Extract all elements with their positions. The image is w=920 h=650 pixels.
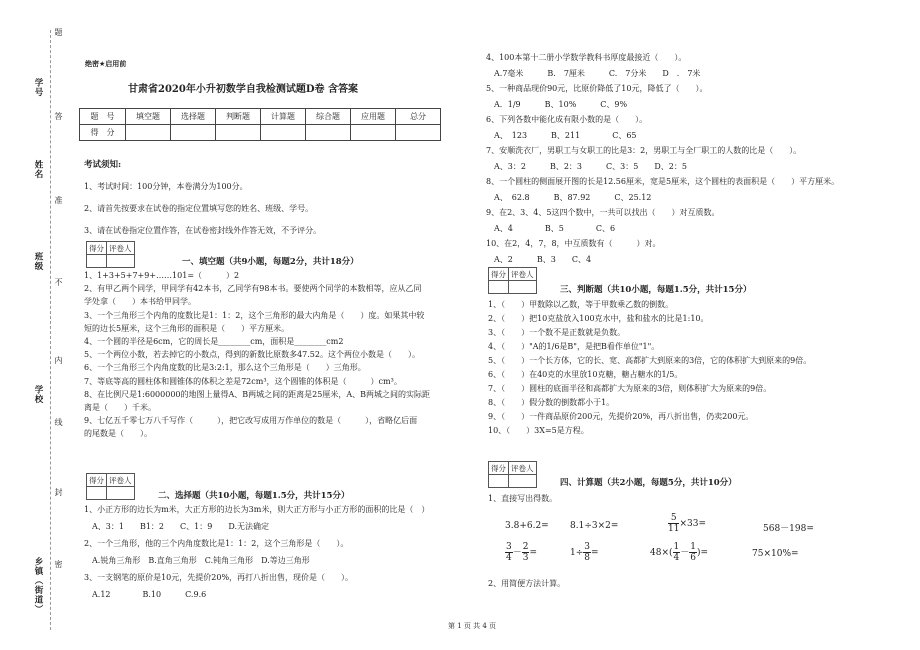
question-line: 5、一种商品现价90元，比原价降低了10元，降低了（ ）。 (486, 84, 708, 93)
notice-heading: 考试须知: (84, 160, 122, 170)
seal-char: 封 (54, 488, 63, 497)
section3-title: 三、判断题（共10小题，每题1.5分，共计15分） (560, 285, 752, 295)
question-line: 4、100本第十二册小学数学教科书厚度最接近（ ）。 (486, 53, 687, 62)
judge-line: 5、（ ）一个长方体，它的长、宽、高都扩大到原来的3倍，它的体积扩大到原来的9倍。 (488, 356, 812, 365)
judge-line: 4、（ ）"A的1/6是B"，是把B看作单位"1"。 (488, 342, 660, 351)
score-cell (261, 125, 306, 141)
grader-box (86, 473, 135, 500)
question-line: 5、一个两位小数，若去掉它的小数点，得到的新数比原数多47.52。这个两位小数是（ ）。 (84, 350, 420, 360)
question-line: A.12 B.10 C.9.6 (84, 590, 207, 599)
question-line: 7、等底等高的圆柱体和圆锥体的体积之差是72cm³，这个圆锥的体积是（ ）cm³。 (84, 376, 402, 386)
score-table-row-label: 得 分 (80, 125, 126, 141)
page-title: 甘肃省2020年小升初数学自我检测试题D卷 含答案 (128, 84, 358, 95)
question-line: A、4 B、5 C、6 (486, 223, 616, 233)
question-line: 10、在2，4，7，8，中互质数有（ ）对。 (486, 239, 661, 248)
notice-item: 1、考试时间：100分钟，本卷满分为100分。 (84, 182, 248, 191)
grader-box (488, 267, 537, 294)
question-line: 9、七亿五千零七万八千写作（ ），把它改写成用万作单位的数是（ ），省略亿后面 (84, 416, 418, 426)
calc-question-1: 1、直接写出得数。 (488, 494, 558, 503)
question-line: 1、1+3+5+7+9+……101=（ ）2 (84, 271, 240, 280)
score-cell (306, 125, 351, 141)
question-line: 短的边长5厘米，这个三角形的面积是（ ）平方厘米。 (84, 323, 290, 333)
score-table-header: 综合题 (306, 109, 351, 125)
score-table (79, 108, 441, 141)
judge-line: 6、（ ）在40克的水里放10克糖，糖占糖水的1/5。 (488, 370, 683, 379)
question-line: A.锐角三角形 B.直角三角形 C.钝角三角形 D.等边三角形 (84, 556, 310, 565)
grader-score-label: 得分 (87, 242, 107, 255)
question-line: A.7毫米 B. 7厘米 C. 7分米 D . 7米 (486, 68, 701, 78)
question-line: 2、有甲乙两个同学，甲同学有42本书，乙同学有98本书。要使两个同学的本数相等，应从乙同 (84, 284, 422, 294)
grader-reviewer-label: 评卷人 (509, 268, 537, 281)
grader-reviewer-label: 评卷人 (107, 242, 135, 255)
binding-dashed-line (50, 30, 51, 630)
grader-box (86, 241, 135, 268)
seal-char: 线 (54, 418, 63, 427)
question-line: 7、安顺洗衣厂，男职工与女职工的比是3：2，男职工与全厂职工的人数的比是（ ）。 (486, 146, 802, 155)
grader-score-label: 得分 (489, 268, 509, 281)
seal-char: 准 (54, 196, 63, 205)
score-cell (396, 125, 441, 141)
question-line: 8、一个圆柱的侧面展开图的长是12.56厘米，宽是5厘米，这个圆柱的表面积是（ ）平方厘米。 (486, 177, 840, 186)
grader-box (488, 461, 537, 488)
margin-label: 姓名 (33, 160, 43, 179)
question-line: A、 62.8 B、87.92 C、25.12 (486, 192, 652, 202)
margin-label: 学号 (33, 78, 43, 97)
question-line: 离是（ ）千米。 (84, 403, 156, 412)
question-line: 1、小正方形的边长为m米，大正方形的边长为3m米，则大正方形与小正方形的面积的比是（ ） (84, 505, 430, 514)
judge-line: 2、（ ）把10克盐放入100克水中，盐和盐水的比是1:10。 (488, 314, 709, 323)
judge-line: 1、（ ）甲数除以乙数，等于甲数乘乙数的倒数。 (488, 300, 674, 309)
judge-line: 3、（ ）一个数不是正数就是负数。 (488, 328, 626, 337)
score-table-header: 总分 (396, 109, 441, 125)
question-line: A、3：2 B、2：3 C、3：5 D、2：5 (486, 161, 687, 171)
judge-line: 10、（ ）3X=5是方程。 (488, 426, 589, 435)
calc-expr-fraction: 48×( $\frac{1}{4}$ － $\frac{1}{6}$ )= (650, 542, 709, 563)
grader-score-label: 得分 (489, 462, 509, 475)
section4-title: 四、计算题（共2小题，每题5分，共计10分） (560, 478, 737, 488)
question-line: 的尾数是（ ）。 (84, 429, 152, 439)
section2-title: 二、选择题（共10小题，每题1.5分，共计15分） (158, 491, 350, 501)
question-line: A、3：1 B1：2 C、1：9 D.无法确定 (84, 522, 269, 531)
score-table-header: 计算题 (261, 109, 306, 125)
question-line: 4、一个圆的半径是6cm，它的周长是________cm，面积是________cm2 (84, 337, 344, 346)
score-table-header: 题 号 (80, 109, 126, 125)
calc-expr: 75×10%= (752, 549, 799, 559)
section1-title: 一、填空题（共9小题，每题2分，共计18分） (182, 257, 359, 267)
score-table-header: 判断题 (216, 109, 261, 125)
question-line: 8、在比例尺是1:6000000的地图上量得A、B两城之间的距离是25厘米，A、B两城之间的实际距 (84, 389, 430, 399)
judge-line: 8、（ ）假分数的倒数都小于1。 (488, 398, 615, 407)
score-table-header: 选择题 (171, 109, 216, 125)
judge-line: 9、（ ）一件商品原价200元，先提价20%，再八折出售，仍卖200元。 (488, 412, 754, 421)
notice-item: 3、请在试卷指定位置作答，在试卷密封线外作答无效，不予评分。 (84, 226, 322, 235)
grader-score-label: 得分 (87, 474, 107, 487)
margin-label: 乡镇（街道） (33, 557, 43, 614)
score-table-header: 填空题 (126, 109, 171, 125)
question-line: 3、一个三角形三个内角的度数比是1：1：2，这个三角形的最大内角是（ ）度。如果其中较 (84, 310, 425, 320)
question-line: 3、一支钢笔的原价是10元，先提价20%，再打八折出售，现价是（ ）。 (84, 573, 354, 582)
question-line: 9、在2、3、4、5这四个数中，一共可以找出（ ）对互质数。 (486, 208, 720, 217)
calc-question-2: 2、用简便方法计算。 (488, 579, 566, 588)
seal-char: 答 (54, 112, 63, 121)
seal-char: 密 (54, 560, 63, 569)
calc-expr: 3.8+6.2= (505, 521, 549, 531)
calc-expr-fraction: $\frac{5}{11}$ ×33= (668, 513, 706, 534)
score-cell (216, 125, 261, 141)
question-line: 6、下列各数中能化成有限小数的是（ ）。 (486, 115, 648, 124)
grader-reviewer-label: 评卷人 (509, 462, 537, 475)
score-table-header: 应用题 (351, 109, 396, 125)
calc-expr-fraction: 1÷ $\frac{3}{8}$ = (570, 542, 599, 563)
seal-char: 内 (54, 356, 63, 365)
margin-label: 学校 (33, 385, 43, 404)
judge-line: 7、（ ）圆柱的底面半径和高都扩大为原来的3倍，则体积扩大为原来的9倍。 (488, 384, 772, 393)
grader-reviewer-label: 评卷人 (107, 474, 135, 487)
score-cell (126, 125, 171, 141)
question-line: 学处拿（ ）本书给甲同学。 (84, 297, 196, 307)
question-line: A、2 B、3 C、4 (486, 254, 592, 264)
question-line: 2、一个三角形，他的三个内角度数比是1：1：2，这个三角形是（ ）。 (84, 539, 349, 548)
notice-item: 2、请首先按要求在试卷的指定位置填写您的姓名、班级、学号。 (84, 204, 314, 213)
score-cell (171, 125, 216, 141)
calc-expr: 8.1÷3×2= (570, 521, 619, 531)
score-cell (351, 125, 396, 141)
secret-label: 绝密★启用前 (85, 60, 127, 68)
seal-char: 不 (54, 278, 63, 287)
question-line: A．1/9 B、10% C、9% (486, 99, 628, 109)
seal-char: 题 (54, 28, 63, 37)
page-footer: 第 1 页 共 4 页 (448, 622, 497, 630)
question-line: 6、一个三角形三个内角度数的比是3:2:1，那么这个三角形是（ ）三角形。 (84, 363, 366, 373)
calc-expr: 568－198= (763, 524, 814, 534)
question-line: A、 123 B、211 C、65 (486, 130, 637, 140)
margin-label: 班级 (33, 252, 43, 271)
calc-expr-fraction: $\frac{3}{4}$ － $\frac{2}{3}$ = (506, 542, 538, 563)
